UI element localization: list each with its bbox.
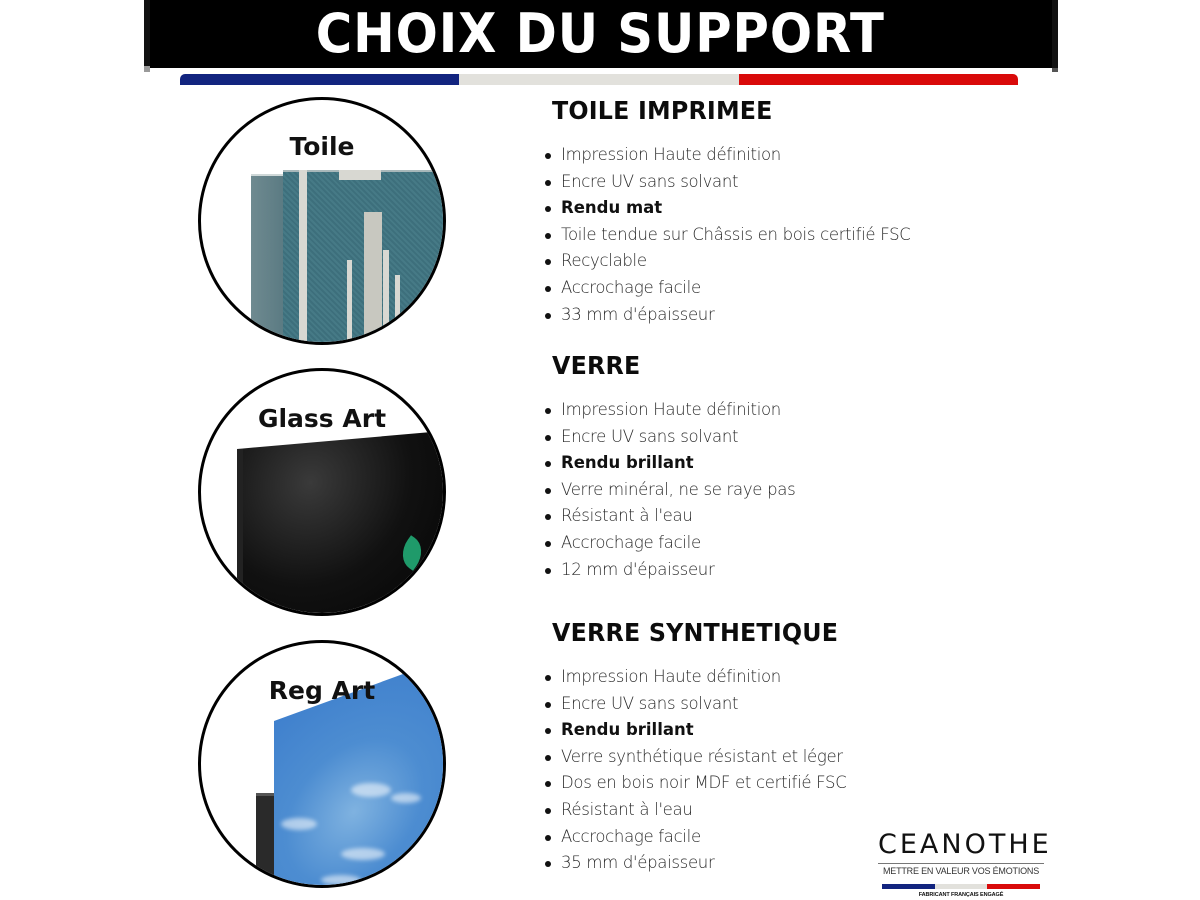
feature-item: Recyclable: [543, 248, 911, 275]
feature-item: Résistant à l'eau: [543, 503, 795, 530]
feature-item: Toile tendue sur Châssis en bois certifié FSC: [543, 222, 911, 249]
page-title: CHOIX DU SUPPORT: [315, 2, 885, 65]
flag-blue-stripe: [180, 74, 459, 85]
brand-tagline: METTRE EN VALEUR VOS ÉMOTIONS: [882, 866, 1040, 876]
canvas-side: [251, 174, 283, 345]
section-title: VERRE: [552, 351, 641, 380]
feature-item: Résistant à l'eau: [543, 797, 853, 824]
feature-item: Encre UV sans solvant: [543, 424, 795, 451]
feature-item: Impression Haute définition: [543, 397, 795, 424]
section-toile-imprimee: [543, 96, 911, 328]
logo-divider: [878, 863, 1044, 864]
feature-list: [543, 142, 911, 328]
feature-item: Accrochage facile: [543, 275, 911, 302]
feature-item: Accrochage facile: [543, 530, 795, 557]
flag-white-stripe: [459, 74, 738, 85]
toile-product-image: [198, 97, 446, 345]
feature-item: Accrochage facile: [543, 824, 853, 851]
feature-list: [543, 664, 853, 877]
feature-item: 33 mm d'épaisseur: [543, 302, 911, 329]
feature-item-highlight: Rendu brillant: [543, 717, 853, 744]
header-banner: [144, 0, 1056, 68]
brand-logo: [878, 829, 1052, 898]
glass-art-product-image: [198, 368, 446, 616]
feature-item: Impression Haute définition: [543, 142, 911, 169]
feature-item: 12 mm d'épaisseur: [543, 557, 795, 584]
brand-subline: FABRICANT FRANÇAIS ENGAGÉ: [918, 892, 1004, 898]
feature-item: Dos en bois noir MDF et certifié FSC: [543, 770, 853, 797]
feature-item: Encre UV sans solvant: [543, 169, 911, 196]
french-flag-divider: [180, 74, 1018, 85]
logo-flag-icon: [882, 884, 1040, 889]
banner-edge-right: [1052, 0, 1058, 72]
feature-list: [543, 397, 795, 583]
feature-item-highlight: Rendu mat: [543, 195, 911, 222]
banner-edge-left: [144, 0, 150, 72]
reg-art-product-image: [198, 640, 446, 888]
feature-item-highlight: Rendu brillant: [543, 450, 795, 477]
feature-item: Verre minéral, ne se raye pas: [543, 477, 795, 504]
toile-image-label: Toile: [289, 132, 355, 161]
feature-item: 35 mm d'épaisseur: [543, 850, 853, 877]
section-verre: [543, 351, 795, 583]
section-verre-synthetique: [543, 618, 853, 877]
flag-red-stripe: [739, 74, 1018, 85]
feature-item: Impression Haute définition: [543, 664, 853, 691]
brand-name: CEANOTHE: [878, 829, 1052, 860]
mdf-back-panel: [256, 793, 276, 888]
section-title: TOILE IMPRIMEE: [552, 96, 773, 125]
glass-panel: [237, 429, 446, 616]
reg-art-image-label: Reg Art: [268, 676, 376, 705]
glass-art-image-label: Glass Art: [257, 404, 387, 433]
section-title: VERRE SYNTHETIQUE: [552, 618, 839, 647]
feature-item: Verre synthétique résistant et léger: [543, 744, 853, 771]
feature-item: Encre UV sans solvant: [543, 691, 853, 718]
